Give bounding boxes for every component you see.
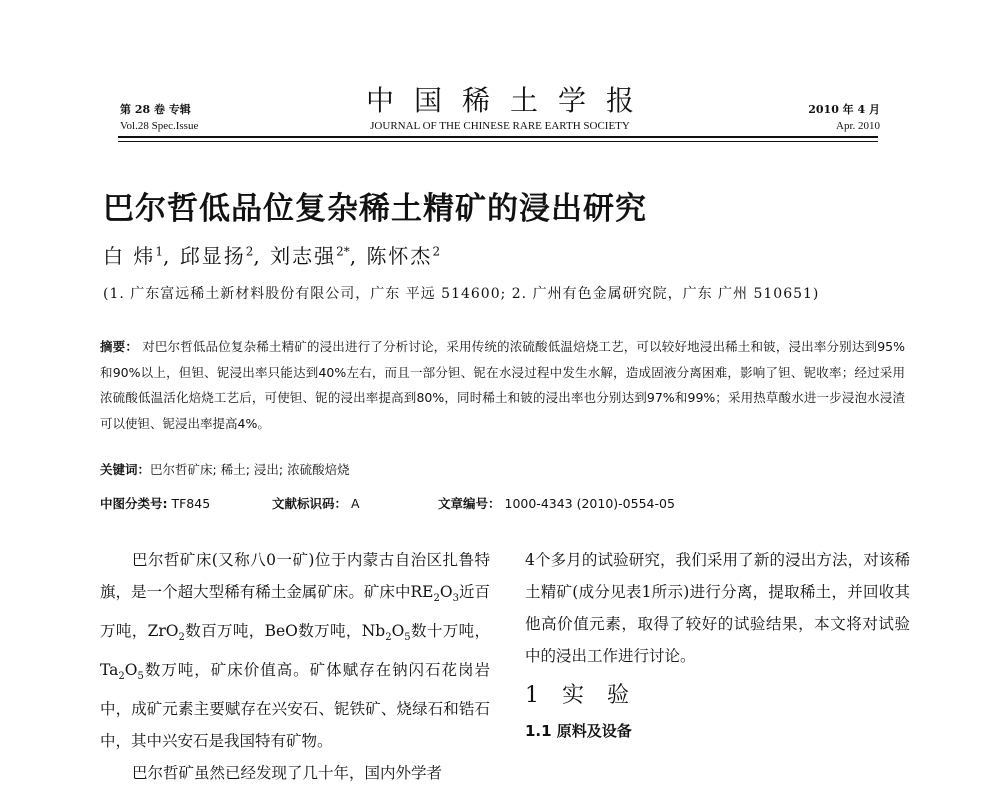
abstract-text: 对巴尔哲低品位复杂稀土精矿的浸出进行了分析讨论，采用传统的浓硫酸低温焙烧工艺，可以较好地浸出稀土和铍，浸出率分别达到95%和90%以上，但钽、铌浸出率只能达到40%左右，而且一部分钽、铌在水浸过程中发生水解，造成固液分离困难，影响了钽、铌收率；经过采用浓硫酸低温活化焙烧工艺后，可使钽、铌的浸出率提高到80%，同时稀土和铍的浸出率也分别达到97%和99%；采用热草酸水进一步浸泡水浸渣可以使钽、铌浸出率提高4%。: [100, 339, 905, 431]
affiliations: (1. 广东富远稀土新材料股份有限公司，广东 平远 514600; 2. 广州有色金属研究院，广东 广州 510651): [103, 286, 820, 302]
body-column-right: [525, 544, 910, 746]
journal-title-en: JOURNAL OF THE CHINESE RARE EARTH SOCIETY: [370, 120, 630, 132]
author-affil-mark: 1: [155, 244, 163, 259]
abstract-label: 摘要：: [100, 339, 139, 354]
author-list: 白 炜$^1$, 邱显扬$^2$, 刘志强$^{2*}$, 陈怀杰$^2$: [103, 244, 441, 268]
author-name: 白 炜: [103, 244, 156, 268]
body-paragraph: 巴尔哲矿虽然已经发现了几十年，国内外学者: [132, 764, 443, 783]
author-name: 邱显扬: [179, 244, 246, 268]
document-code: [272, 494, 360, 512]
author-affil-mark: 2: [245, 244, 254, 259]
doc-code-value: A: [351, 496, 360, 511]
clc-label: 中图分类号:: [100, 496, 168, 511]
body-column-left: [100, 544, 490, 789]
header-date-cn: 2010 年 4 月: [808, 103, 880, 116]
header-rule-thick: [118, 136, 878, 138]
header-rule-thin: [118, 141, 878, 142]
header-journal: [300, 84, 700, 133]
header-date: [808, 101, 880, 135]
author-name: 刘志强: [270, 244, 337, 268]
article-number: [438, 494, 675, 512]
doc-code-label: 文献标识码：: [272, 496, 348, 511]
subsection-heading: 1.1 原料及设备: [525, 722, 632, 740]
article-number-label: 文章编号：: [438, 496, 501, 511]
body-paragraph: 4个多月的试验研究，我们采用了新的浸出方法，对该稀土精矿(成分见表1所示)进行分离，提取稀土，并回收其他高价值元素，取得了较好的试验结果，本文将对试验中的浸出工作进行讨论。: [525, 551, 910, 665]
clc-value: TF845: [171, 496, 211, 511]
journal-title-cn: 中国稀土学报: [365, 84, 654, 117]
keywords-text: 巴尔哲矿床; 稀土; 浸出; 浓硫酸焙烧: [150, 462, 350, 477]
header-volume-en: Vol.28 Spec.Issue: [120, 120, 199, 132]
abstract: [100, 334, 905, 436]
author-name: 陈怀杰: [366, 244, 433, 268]
header-volume: [120, 101, 198, 135]
author-affil-mark: 2: [432, 244, 441, 259]
keywords-label: 关键词：: [100, 462, 151, 477]
header-volume-cn: 第 28 卷 专辑: [120, 103, 191, 116]
clc-number: [100, 494, 210, 512]
header-date-en: Apr. 2010: [836, 120, 880, 132]
body-paragraph: 巴尔哲矿床(又称八0一矿)位于内蒙古自治区扎鲁特旗，是一个超大型稀有稀土金属矿床。矿床中$RE_2O_3$近百万吨，ZrO$_2$数百万吨，BeO数万吨，$Nb_2O_5$数十万吨，$Ta_2O_5$数万吨，矿床价值高。矿体赋存在钠闪石花岗岩中，成矿元素主要赋存在兴安石、铌铁矿、烧绿石和锆石中，其中兴安石是我国特有矿物。: [100, 551, 490, 751]
author-affil-mark: 2*: [336, 244, 350, 259]
keywords: [100, 460, 350, 478]
section-heading: 1 实 验: [525, 683, 637, 708]
article-number-value: 1000-4343 (2010)-0554-05: [504, 496, 675, 511]
paper-title: 巴尔哲低品位复杂稀土精矿的浸出研究: [103, 191, 647, 227]
